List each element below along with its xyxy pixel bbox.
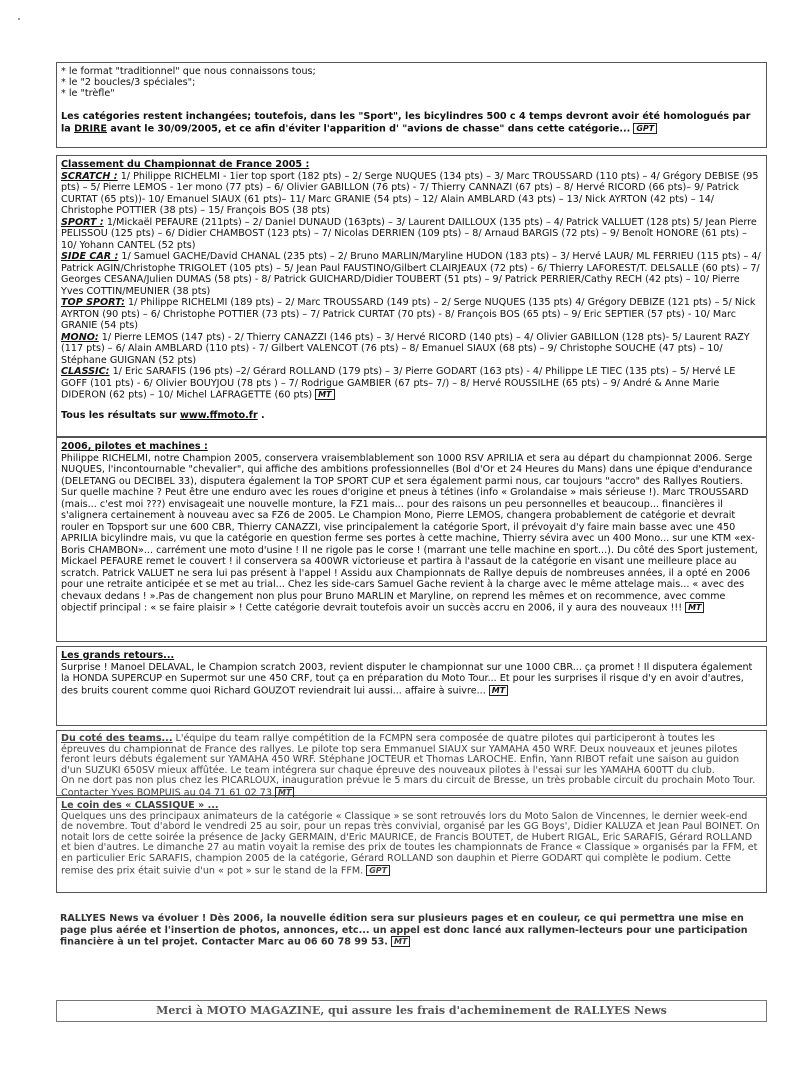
section-title: Les grands retours... — [61, 650, 175, 661]
body-text: On ne dort pas non plus chez les PICARLOUX, inauguration prévue le 5 mars du circuit de Bresse, un très probable circuit du prochain Moto Tour. Contacter Yves BOMPUIS au 04 71 61 02 73 — [61, 775, 756, 799]
results-text: . — [257, 410, 265, 421]
body-text: Philippe RICHELMI, notre Champion 2005, conservera vraisemblablement son 1000 RSV APRILIA et sera au départ du championnat 2006. Serge NUQUES, l'incontournable "chevalier", qui affiche des ambitions professionnelles (Bol d'Or et 24 Heures du Mans) dans une épique d'endurance (DELETANG ou DECIBEL 33), disputera également la TOP SPORT CUP et sera également parmi nous, car toujours "accro" des Rallyes Routiers. Sur quelle machine ? Peut être une enduro avec les roues d'origine et pneus à tétines (info « Grolandaise » mais sérieuse !). Marc TROUSSARD (mais... c'est moi ???) envisageait une nouvelle monture, la FZ1 mais... pour des raisons un peu personnelles et beaucoup... financières il s'alignera certainement à nouveau avec sa FZ6 de 2005. Le Champion Mono, Pierre LEMOS, changera probablement de catégorie et devrait rouler en Topsport sur une 600 CBR, Thierry CANAZZI, vise principalement la catégorie Sport, il prévoyait d'y faire main basse avec une 450 APRILIA bicylindre mais, vu que la catégorie en question ferme ses portes à cette machine, Thierry sévira avec un 400 Mono... sur une KTM «ex-Boris CHAMBON»... carrément une moto d'usine ! Il ne rigole pas le corse ! (marrant une telle machine en sport...). Du côté des Sport justement, Mickael PEFAURE remet le couvert ! il conservera sa 400WR victorieuse et partira à l'assaut de la catégorie en visant une meilleure place au scratch. Patrick VALUET ne sera lui pas présent à l'appel ! Assidu aux Championnats de Rallye depuis de nombreuses années, il a opté en 2006 pour une retraite anticipée et se met au trial... Chez les side-cars Samuel Gache revient à la charge avec le même attelage mais... « avec des chevaux dedans ! ».Pas de changement non plus pour Bruno MARLIN et Maryline, on reprend les mêmes et on recommence, avec comme objectif principal : « se faire plaisir » ! Cette catégorie devrait toutefois avoir un succès accru en 2006, il y aura des nouveaux !!! — [61, 452, 758, 614]
scan-mark — [18, 18, 20, 20]
category-results — [61, 251, 762, 297]
category-results — [61, 217, 762, 252]
signature-badge: MT — [685, 602, 704, 613]
signature-badge: MT — [391, 936, 410, 947]
section-body — [61, 453, 762, 615]
category-results — [61, 366, 762, 401]
paragraph-text: avant le 30/09/2005, et ce afin d'éviter l'apparition d' "avions de chasse" dans cette catégorie... — [106, 123, 631, 134]
body-text: RALLYES News va évoluer ! Dès 2006, la nouvelle édition sera sur plusieurs pages et en couleur, ce qui permettra une mise en page plus aérée et l'insertion de photos, annonces, etc... un appel est donc lancé aux rallymen-lecteurs pour une participation financière à un tel projet. Contacter Marc au 06 60 78 99 53. — [60, 913, 748, 948]
news-body — [60, 913, 763, 948]
signature-badge: GPT — [633, 123, 657, 134]
category-results — [61, 297, 762, 332]
category-results — [61, 171, 762, 217]
section-body — [61, 662, 762, 697]
category-text: 1/ Philippe RICHELMI - 1ier top sport (182 pts) – 2/ Serge NUQUES (134 pts) – 3/ Marc TROUSSARD (110 pts) – 4/ Grégory DEBISE (95 pts) – 5/ Pierre LEMOS - 1er mono (77 pts) – 6/ Olivier GABILLON (76 pts) - 7/ Thierry CANNAZI (67 pts) – 8/ Hervé RICORD (66 pts)– 9/ Patrick CURTAT (65 pts))- 10/ Emanuel SIAUX (61 pts)– 11/ Marc GRANIE (54 pts) – 12/ Alain AMBLARD (43 pts) – 13/ Nick AYRTON (42 pts) – 14/ Christophe POTTIER (38 pts) – 15/ François BOS (38 pts) — [61, 170, 759, 216]
list-item: * le format "traditionnel" que nous connaissons tous; — [61, 66, 316, 77]
signature-badge: MT — [315, 389, 334, 400]
section-body — [61, 812, 762, 877]
teams-box — [56, 730, 767, 799]
championship-box — [56, 155, 767, 437]
returns-box — [56, 646, 767, 726]
results-line — [61, 410, 762, 422]
section-body — [61, 734, 762, 776]
pilots-box — [56, 437, 767, 642]
format-list — [61, 66, 762, 99]
signature-badge: MT — [275, 787, 294, 798]
footer-thanks: Merci à MOTO MAGAZINE, qui assure les frais d'acheminement de RALLYES News — [56, 1000, 767, 1022]
category-label: SCRATCH : — [61, 170, 118, 182]
section-title: 2006, pilotes et machines : — [61, 441, 208, 452]
intro-box — [56, 62, 767, 148]
signature-badge: GPT — [366, 865, 390, 876]
section-title: Le coin des « CLASSIQUE » ... — [61, 800, 219, 811]
category-label: MONO: — [61, 331, 99, 343]
results-text: Tous les résultats sur — [61, 410, 180, 421]
body-text: Quelques uns des principaux animateurs de la catégorie « Classique » se sont retrouvés lors du Moto Salon de Vincennes, le dernier week-end de novembre. Tout d'abord le vendredi 25 au soir, pour un repas très convivial, organisé par les GG Boys', Didier KALUZA et Jean Paul BOINET. On notait lors de cette soirée la présence de Jacky GERMAIN, d'Eric MAURICE, de Francis BOUTET, de Hubert RIGAL, Eric SARAFIS, Gérard ROLLAND et bien d'autres. Le dimanche 27 au matin voyait la remise des prix de toutes les championnats de France « Classique » organisés par la FFM, et en particulier Eric SARAFIS, champion 2005 de la catégorie, Gérard ROLLAND son dauphin et Pierre GODART qui complète le podium. Cette remise des prix était suivie d'un « pot » sur le stand de la FFM. — [61, 810, 760, 877]
ffmoto-link[interactable]: www.ffmoto.fr — [179, 410, 258, 421]
categories-paragraph — [61, 111, 762, 135]
body-text: L'équipe du team rallye compétition de la FCMPN sera composée de quatre pilotes qui participeront à toutes les épreuves du championnat de France des rallyes. Le pilote top sera Emmanuel SIAUX sur YAMAHA 450 WRF. Deux nouveaux et jeunes pilotes feront leurs débuts également sur YAMAHA 450 WRF. Stéphane JOCTEUR et Thomas LAROCHE. Enfin, Yann RIBOT refait une saison au guidon d'un SUZUKI 650SV mieux affûtée. Le team intégrera sur chaque épreuve des nouveaux pilotes à l'essai sur les YAMAHA 600TT du club. — [61, 733, 740, 776]
category-label: SPORT : — [61, 216, 104, 228]
category-text: 1/ Samuel GACHE/David CHANAL (235 pts) – 2/ Bruno MARLIN/Maryline HUDON (183 pts) – 3/ Hervé LAUR/ ML FERRIEU (115 pts) – 4/ Patrick AGIN/Christophe TRIGOLET (105 pts) – 5/ Jean Paul FAUSTINO/Gilbert CLAIRJEAUX (72 pts) - 6/ Thierry LAFOREST/T. DELSALLE (60 pts) – 7/ Georges CESANA/Julien DUMAS (58 pts) - 8/ Patrick GUICHARD/Didier TOUBERT (51 pts) – 9/ Patrick PERRIER/Cathy RECH (42 pts) – 10/ Pierre Yves COTTIN/MEUNIER (38 pts) — [61, 251, 761, 297]
category-results — [61, 332, 762, 367]
category-text: 1/ Philippe RICHELMI (189 pts) – 2/ Marc TROUSSARD (149 pts) – 2/ Serge NUQUES (135 pts) 4/ Grégory DEBIZE (121 pts) – 5/ Nick AYRTON (90 pts) – 6/ Christophe POTTIER (73 pts) – 7/ Patrick CURTAT (70 pts) - 8/ François BOS (65 pts) – 9/ Eric SEPTIER (57 pts) - 10/ Marc GRANIE (54 pts) — [61, 297, 756, 331]
category-text: 1/ Pierre LEMOS (147 pts) - 2/ Thierry CANAZZI (146 pts) – 3/ Hervé RICORD (140 pts) – 4/ Olivier GABILLON (128 pts)- 5/ Laurent RAZY (117 pts) – 6/ Alain AMBLARD (110 pts) - 7/ Gilbert VALENCOT (76 pts) – 8/ Emanuel SIAUX (68 pts) – 9/ Christophe SOUCHE (47 pts) – 10/ Stéphane GUIGNAN (52 pts) — [61, 331, 750, 366]
body-text: Surprise ! Manoel DELAVAL, le Champion scratch 2003, revient disputer le championnat sur une 1000 CBR... ça promet ! Il disputera également la HONDA SUPERCUP en Supermot sur une 450 CRF, tout ça en préparation du Moto Tour... Et pour les surprises il risque d'y en avoir d'autres, des bruits courent comme quoi Richard GOUZOT reviendrait lui aussi... affaire à suivre... — [61, 661, 753, 696]
list-item: * le "trèfle" — [61, 88, 115, 99]
drire-text: DRIRE — [74, 123, 107, 134]
section-body — [61, 776, 762, 799]
section-title: Classement du Championnat de France 2005 : — [61, 159, 310, 170]
section-title: Du coté des teams... — [61, 733, 173, 744]
category-label: TOP SPORT: — [61, 297, 125, 308]
news-box — [56, 910, 767, 966]
signature-badge: MT — [489, 685, 508, 696]
classic-box — [56, 797, 767, 893]
list-item: * le "2 boucles/3 spéciales"; — [61, 77, 196, 88]
category-text: 1/Mickaël PEFAURE (211pts) – 2/ Daniel DUNAUD (163pts) – 3/ Laurent DAILLOUX (135 pts) – 4/ Patrick VALLUET (128 pts) 5/ Jean Pierre PELISSOU (125 pts) – 6/ Didier CHAMBOST (123 pts) – 7/ Nicolas DERRIEN (109 pts) – 8/ Arnaud BARGIS (72 pts) – 9/ Benoît HONORE (61 pts) –10/ Yohann CANTEL (52 pts) — [61, 216, 757, 251]
category-text: 1/ Eric SARAFIS (196 pts) –2/ Gérard ROLLAND (179 pts) – 3/ Pierre GODART (163 pts) - 4/ Philippe LE TIEC (135 pts) – 5/ Hervé LE GOFF (101 pts) - 6/ Olivier BOUYJOU (78 pts ) – 7/ Rodrigue GAMBIER (67 pts– 7/) – 8/ Hervé ROUSSILHE (65 pts) – 9/ André & Anne Marie DIDERON (62 pts) – 10/ Michel LAFRAGETTE (60 pts) — [61, 366, 736, 401]
category-label: CLASSIC: — [61, 366, 110, 377]
category-label: SIDE CAR : — [61, 251, 119, 262]
paragraph-text: Les catégories restent inchangées; toutefois, dans les "Sport", les bicylindres 500 c 4 temps devront avoir été homologués par la — [61, 111, 751, 134]
